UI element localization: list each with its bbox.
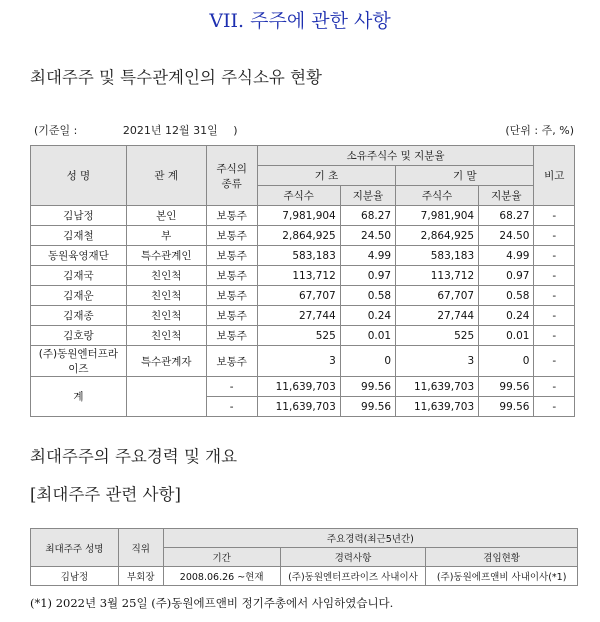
total-end-ratio: 99.56 xyxy=(479,397,534,417)
table-row xyxy=(31,226,575,246)
cell-b-ratio: 0.24 xyxy=(340,306,395,326)
total-end-shares: 11,639,703 xyxy=(396,377,479,397)
cell-relation: 친인척 xyxy=(126,286,206,306)
basis-label: (기준일 : xyxy=(34,124,78,137)
table-row xyxy=(31,206,575,226)
header-end: 기 말 xyxy=(396,166,534,186)
cell-type: 보통주 xyxy=(206,266,257,286)
cell-remark: - xyxy=(534,326,575,346)
total-begin-ratio: 99.56 xyxy=(340,397,395,417)
total-begin-shares: 11,639,703 xyxy=(257,377,340,397)
cell-e-ratio: 0.58 xyxy=(479,286,534,306)
career-period: 2008.06.26 ~현재 xyxy=(163,567,280,586)
cell-remark: - xyxy=(534,246,575,266)
cell-b-shares: 3 xyxy=(257,346,340,377)
footnote: (*1) 2022년 3월 25일 (주)동원에프앤비 정기주총에서 사임하였습니다. xyxy=(30,596,394,610)
cell-type: 보통주 xyxy=(206,286,257,306)
header-stock-type: 주식의 종류 xyxy=(206,146,257,206)
cell-b-ratio: 0.01 xyxy=(340,326,395,346)
cell-type: 보통주 xyxy=(206,346,257,377)
table-row xyxy=(31,246,575,266)
total-remark: - xyxy=(534,377,575,397)
header-company: 경력사항 xyxy=(280,548,426,567)
header-holdings: 소유주식수 및 지분율 xyxy=(257,146,534,166)
cell-name: 김호랑 xyxy=(31,326,127,346)
total-type: - xyxy=(206,377,257,397)
header-relation: 관 계 xyxy=(126,146,206,206)
total-end-ratio: 99.56 xyxy=(479,377,534,397)
career-concurrent: (주)동원에프앤비 사내이사(*1) xyxy=(426,567,578,586)
cell-b-ratio: 68.27 xyxy=(340,206,395,226)
cell-b-shares: 27,744 xyxy=(257,306,340,326)
cell-b-ratio: 0.58 xyxy=(340,286,395,306)
basis-date: 2021년 12월 31일 xyxy=(122,124,218,137)
cell-remark: - xyxy=(534,306,575,326)
cell-e-shares: 525 xyxy=(396,326,479,346)
header-period: 기간 xyxy=(163,548,280,567)
table-row xyxy=(31,567,578,586)
total-end-shares: 11,639,703 xyxy=(396,397,479,417)
section-subheading: [최대주주 관련 사항] xyxy=(30,485,181,504)
cell-name: 김남정 xyxy=(31,206,127,226)
cell-name: 동원육영재단 xyxy=(31,246,127,266)
basis-date-line xyxy=(34,122,238,138)
career-table xyxy=(30,528,578,586)
unit-label: (단위 : 주, %) xyxy=(505,124,574,137)
total-remark: - xyxy=(534,397,575,417)
header-begin-ratio: 지분율 xyxy=(340,186,395,206)
table-row xyxy=(31,326,575,346)
cell-e-ratio: 0 xyxy=(479,346,534,377)
cell-e-shares: 27,744 xyxy=(396,306,479,326)
cell-type: 보통주 xyxy=(206,246,257,266)
holder-position: 부회장 xyxy=(118,567,163,586)
header-remarks: 비고 xyxy=(534,146,575,206)
cell-name: 김재철 xyxy=(31,226,127,246)
shareholdings-table xyxy=(30,145,575,417)
cell-e-shares: 113,712 xyxy=(396,266,479,286)
cell-e-shares: 7,981,904 xyxy=(396,206,479,226)
cell-relation: 친인척 xyxy=(126,326,206,346)
cell-name: 김재운 xyxy=(31,286,127,306)
cell-relation: 친인척 xyxy=(126,266,206,286)
header-begin-shares: 주식수 xyxy=(257,186,340,206)
cell-type: 보통주 xyxy=(206,226,257,246)
cell-relation: 친인척 xyxy=(126,306,206,326)
cell-relation: 부 xyxy=(126,226,206,246)
header-end-ratio: 지분율 xyxy=(479,186,534,206)
total-label: 계 xyxy=(31,377,127,417)
total-type: - xyxy=(206,397,257,417)
cell-relation: 본인 xyxy=(126,206,206,226)
cell-relation: 특수관계인 xyxy=(126,246,206,266)
cell-e-ratio: 0.01 xyxy=(479,326,534,346)
cell-name: 김재국 xyxy=(31,266,127,286)
header-major-holder: 최대주주 성명 xyxy=(31,529,119,567)
cell-remark: - xyxy=(534,226,575,246)
cell-e-ratio: 4.99 xyxy=(479,246,534,266)
cell-e-shares: 3 xyxy=(396,346,479,377)
page-title: VII. 주주에 관한 사항 xyxy=(209,10,391,32)
cell-remark: - xyxy=(534,206,575,226)
table-row xyxy=(31,286,575,306)
header-career: 주요경력(최근5년간) xyxy=(163,529,577,548)
cell-e-ratio: 68.27 xyxy=(479,206,534,226)
cell-b-ratio: 4.99 xyxy=(340,246,395,266)
table-row xyxy=(31,306,575,326)
basis-close: ) xyxy=(233,124,238,137)
cell-b-shares: 67,707 xyxy=(257,286,340,306)
cell-remark: - xyxy=(534,346,575,377)
cell-type: 보통주 xyxy=(206,206,257,226)
table-row xyxy=(31,346,575,377)
table-row xyxy=(31,266,575,286)
cell-b-shares: 2,864,925 xyxy=(257,226,340,246)
section-heading-career: 최대주주의 주요경력 및 개요 xyxy=(30,447,238,466)
cell-e-ratio: 0.97 xyxy=(479,266,534,286)
header-end-shares: 주식수 xyxy=(396,186,479,206)
header-concurrent: 겸임현황 xyxy=(426,548,578,567)
cell-b-ratio: 0.97 xyxy=(340,266,395,286)
cell-e-shares: 67,707 xyxy=(396,286,479,306)
header-position: 직위 xyxy=(118,529,163,567)
cell-relation: 특수관계자 xyxy=(126,346,206,377)
cell-b-shares: 525 xyxy=(257,326,340,346)
cell-e-shares: 2,864,925 xyxy=(396,226,479,246)
cell-e-ratio: 0.24 xyxy=(479,306,534,326)
cell-e-shares: 583,183 xyxy=(396,246,479,266)
cell-type: 보통주 xyxy=(206,306,257,326)
cell-b-shares: 583,183 xyxy=(257,246,340,266)
section-heading-shareholdings: 최대주주 및 특수관계인의 주식소유 현황 xyxy=(30,68,322,87)
cell-remark: - xyxy=(534,286,575,306)
header-name: 성 명 xyxy=(31,146,127,206)
holder-name: 김남정 xyxy=(31,567,119,586)
cell-type: 보통주 xyxy=(206,326,257,346)
cell-name: (주)동원엔터프라이즈 xyxy=(31,346,127,377)
cell-b-shares: 7,981,904 xyxy=(257,206,340,226)
cell-b-ratio: 0 xyxy=(340,346,395,377)
career-company: (주)동원엔터프라이즈 사내이사 xyxy=(280,567,426,586)
total-begin-shares: 11,639,703 xyxy=(257,397,340,417)
cell-b-ratio: 24.50 xyxy=(340,226,395,246)
cell-remark: - xyxy=(534,266,575,286)
total-begin-ratio: 99.56 xyxy=(340,377,395,397)
cell-e-ratio: 24.50 xyxy=(479,226,534,246)
cell-name: 김재종 xyxy=(31,306,127,326)
total-relation-empty xyxy=(126,377,206,417)
cell-b-shares: 113,712 xyxy=(257,266,340,286)
header-begin: 기 초 xyxy=(257,166,395,186)
